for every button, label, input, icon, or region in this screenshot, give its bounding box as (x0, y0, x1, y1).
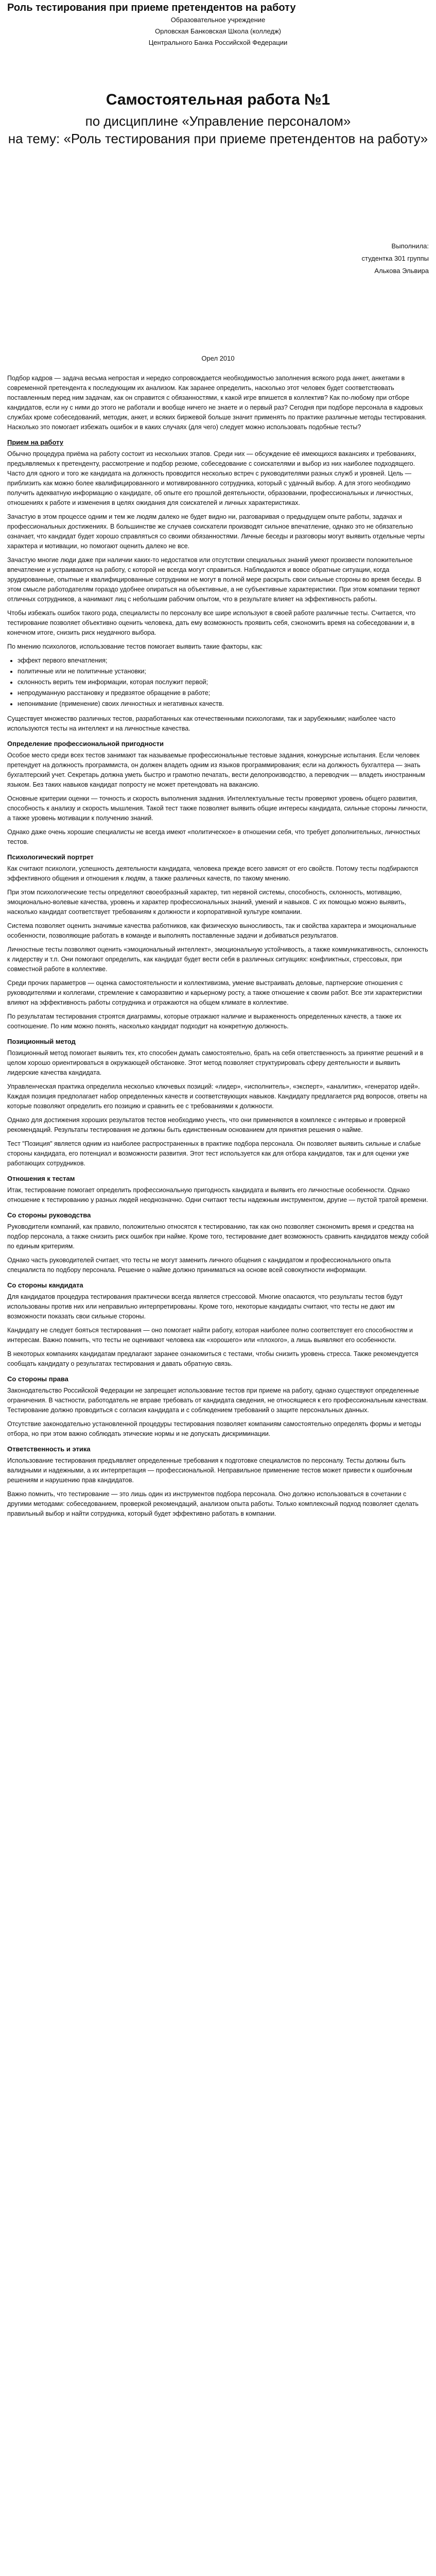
section-heading: Отношения к тестам (7, 1175, 75, 1182)
document-title: Роль тестирования при приеме претендентов на работу (7, 2, 296, 13)
section-heading: Позиционный метод (7, 1038, 76, 1045)
list-item: • политичные или не политичные установки; (18, 667, 429, 676)
discipline-line: по дисциплине «Управление персоналом» (85, 113, 351, 129)
paragraph: Как считают психологи, успешность деятельности кандидата, человека прежде всего зависят от его свойств. Потому тесты подбираются эффективного общения и отношения к людям, а также различных качеств, по такому мнению. (7, 865, 418, 882)
paragraph: Для кандидатов процедура тестирования практически всегда является стрессовой. Многие опасаются, что результаты тестов будут использованы против них или неправильно интерпретированы. Кроме того, некоторые кандидаты считают, что тесты не дают им возможности показать свои сильные стороны. (7, 1293, 403, 1320)
paragraph: Зачастую многие люди даже при наличии каких-то недостатков или отсутствии специальных знаний умеют произвести положительное впечатление и устраиваются на работу, с которой не всегда могут справиться. Наблюдаются и вовсе обратные ситуации, когда эрудированные, опытные и квалифицированные сотрудники не могут в полной мере раскрыть свои сильные стороны во время беседы. В этом смысле работодателям гораздо удобнее опираться на объективные, а не субъективные характеристики. При этом компании теряют отличных сотрудников, а нанимают лиц с небольшим рабочим опытом, что в результате влияет на эффективность работы. (7, 556, 422, 603)
paragraph: Использование тестирования предъявляет определенные требования к подготовке специалистов по персоналу. Тесты должны быть валидными и надежными, а их интерпретация — профессиональной. Неправильное применение тестов может привести к ошибочным решениям и нарушению прав кандидатов. (7, 1457, 412, 1484)
list-item: • эффект первого впечатления; (18, 656, 429, 666)
paragraph: По результатам тестирования строятся диаграммы, которые отражают наличие и выраженность определенных качеств, а также их соотношение. По ним можно понять, насколько кандидат подходит на конкретную должность. (7, 1013, 402, 1030)
paragraph: Основные критерии оценки — точность и скорость выполнения задания. Интеллектуальные тесты проверяют уровень общего развития, способность к анализу и скорость мышления. Такой тест также позволяет выявить общие интересы кандидата, сильные стороны личности, а также уровень мотивации к получению знаний. (7, 795, 428, 822)
list-item: • склонность верить тем информации, которая послужит первой; (18, 677, 429, 687)
org-line-1: Образовательное учреждение (170, 16, 266, 24)
section-heading: Прием на работу (7, 438, 63, 446)
paragraph: Итак, тестирование помогает определить профессиональную пригодность кандидата и выявить его личностные особенности. Однако отношение к тестированию у разных людей неоднозначно. Одни считают тесты надежным инструментом, другие — пустой тратой времени. (7, 1187, 428, 1204)
factor-list (18, 656, 429, 709)
author-line-2: студентка 301 группы (361, 255, 429, 262)
section-heading: Со стороны руководства (7, 1211, 91, 1219)
paragraph: Личностные тесты позволяют оценить «эмоциональный интеллект», эмоциональную устойчивость, а также коммуникативность, склонность к лидерству и т.п. Они помогают определить, как кандидат будет вести себя в различных ситуациях: конфликтных, стрессовых, при совместной работе в коллективе. (7, 946, 428, 973)
paragraph: Система позволяет оценить значимые качества работников, как физическую выносливость, так и свойства характера и эмоциональные особенности, позволяющие работать в команде и выполнять поставленные задачи и добиваться результатов. (7, 922, 416, 939)
topic-line: на тему: «Роль тестирования при приеме претендентов на работу» (8, 131, 428, 146)
paragraph: Обычно процедура приёма на работу состоит из нескольких этапов. Среди них — обсуждение её имеющихся вакансиях и требованиях, предъявляемых к претенденту, рассмотрение и подбор резюме, собеседование с соискателями и выбор из них наиболее подходящего. Часто для одного и того же кандидата на должность проводится несколько встреч с руководителями разных служб и уровней. Цель — приблизить как можно более квалифицированного и мотивированного сотрудника, который с удачный выбор. А для этого необходимо получить адекватную информацию о кандидате, об опыте его прошлой деятельности, образовании, профессиональных и личностных, отношениях к работе и изменения в целях ожидания для соискателей и личных характеристиках. (7, 450, 416, 506)
paragraph: При этом психологические тесты определяют своеобразный характер, тип нервной системы, способность, склонность, мотивацию, эмоционально-волевые качества, уровень и характер профессиональных знаний, умений и навыков. С их помощью можно выявить, насколько кандидат соответствует требованиям к должности и корпоративной культуре компании. (7, 889, 406, 916)
section-heading: Психологический портрет (7, 853, 94, 861)
paragraph: Особое место среди всех тестов занимают так называемые профессиональные тестовые задания, конкурсные испытания. Если человек претендует на должность программиста, он должен владеть одним из языков программирования; если на должность бухгалтера — знать бухгалтерский учет. Секретарь должна уметь быстро и грамотно печатать, вести делопроизводство, а переводчик — владеть иностранным языком. Без таких навыков кандидат попросту не может претендовать на вакансию. (7, 752, 425, 788)
list-item: • непонимание (применение) своих личностных и негативных качеств. (18, 699, 429, 709)
paragraph: Существует множество различных тестов, разработанных как отечественными психологами, так и зарубежными; наиболее часто используются тесты на интеллект и на личностные качества. (7, 715, 396, 732)
list-item: • непродуманную расстановку и предвзятое обращение в работе; (18, 688, 429, 698)
paragraph: Управленческая практика определила несколько ключевых позиций: «лидер», «исполнитель», «эксперт», «аналитик», «генератор идей». Каждая позиция предполагает набор определенных качеств и соответствующих навыков. Кандидату предлагается ряд вопросов, ответы на которые позволяют определить его позицию и сравнить ее с требованиями к должности. (7, 1083, 427, 1110)
paragraph: Среди прочих параметров — оценка самостоятельности и коллективизма, умение выстраивать деловые, партнерские отношения с руководителями и коллегами, стремление к саморазвитию и карьерному росту, а также отношение к своим работ. Все эти характеристики влияют на эффективность работы сотрудника и отражаются на общем климате в коллективе. (7, 979, 422, 1006)
paragraph: Однако даже очень хорошие специалисты не всегда имеют «политическое» в отношении себя, что требует дополнительных, личностных тестов. (7, 828, 421, 845)
section-heading: Со стороны права (7, 1375, 68, 1383)
org-line-3: Центрального Банка Российской Федерации (148, 39, 288, 46)
author-line-1: Выполнила: (391, 242, 429, 250)
paragraph: Зачастую в этом процессе одним и тем же людям далеко не будет видно ни, разговаривая о предыдущем опыте работы, задачах и профессиональных достижениях. В большинстве же случаев соискатели производят сильное впечатление, однако это не обязательно означает, что кандидат будет хорошо справляться со своими обязанностями. Личные беседы и разговоры могут выявить отдельные черты характера и мотивации, но помогают оценить далеко не все. (7, 513, 425, 550)
paragraph: Отсутствие законодательно установленной процедуры тестирования позволяет компаниям самостоятельно определять формы и методы отбора, но при этом важно соблюдать этические нормы и не допускать дискриминации. (7, 1420, 421, 1437)
paragraph: Тест "Позиция" является одним из наиболее распространенных в практике подбора персонала. Он позволяет выявить сильные и слабые стороны кандидата, его потенциал и возможности развития. Этот тест используется как для отбора кандидатов, так и для оценки уже работающих сотрудников. (7, 1140, 421, 1167)
paragraph: Однако часть руководителей считает, что тесты не могут заменить личного общения с кандидатом и профессионального опыта специалиста по подбору персонала. Решение о найме должно приниматься на основе всей совокупности информации. (7, 1257, 391, 1274)
paragraph: Чтобы избежать ошибок такого рода, специалисты по персоналу все шире используют в своей работе различные тесты. Считается, что тестирование позволяет объективно оценить человека, дать ему возможность проявить себя, сэкономить время на собеседовании и, в конечном итоге, снизить риск неудачного выбора. (7, 609, 416, 636)
paragraph: Подбор кадров — задача весьма непростая и нередко сопровождается необходимостью заполнения всякого рода анкет, анкетами в современной претендента к последующим их анализом. Как заранее определить, насколько этот человек будет соответствовать поставленным перед ним задачам, как он справится с обязанностями, к какой игре впишется в коллектив? Как по-любому при отборе кандидатов, если ну с ними до этого не работали и вообще ничего не знаете и о первый раз? Сегодня при подборе персонала в кадровых службах кроме собеседований, методик, анкет, и всяких биржевой больше значит применять по практике различные методы тестирования. Насколько это помогает избежать ошибок и в каких случаях (для чего) следует можно использовать подобные тесты? (7, 375, 427, 431)
work-title: Самостоятельная работа №1 (106, 91, 330, 108)
city-year: Орел 2010 (201, 354, 235, 362)
paragraph: Законодательство Российской Федерации не запрещает использование тестов при приеме на работу, однако существуют определенные ограничения. В частности, работодатель не вправе требовать от кандидата сведения, не относящиеся к его профессиональным качествам. Тестирование должно проводиться с согласия кандидата и с соблюдением требований о защите персональных данных. (7, 1387, 428, 1414)
paragraph: Руководители компаний, как правило, положительно относятся к тестированию, так как оно позволяет сэкономить время и средства на подбор персонала, а также снизить риск ошибок при найме. Кроме того, тестирование дает возможность сравнить кандидатов между собой по единым критериям. (7, 1223, 429, 1250)
paragraph: В некоторых компаниях кандидатам предлагают заранее ознакомиться с тестами, чтобы снизить уровень стресса. Также рекомендуется сообщать кандидату о результатах тестирования и давать обратную связь. (7, 1350, 418, 1367)
paragraph: По мнению психологов, использование тестов помогает выявить такие факторы, как: (7, 643, 263, 650)
section-heading: Определение профессиональной пригодности (7, 740, 164, 748)
author-line-3: Алькова Эльвира (374, 267, 429, 275)
org-line-2: Орловская Банковская Школа (колледж) (154, 27, 282, 35)
paragraph: Однако для достижения хороших результатов тестов необходимо учесть, что они применяются в комплексе с интервью и проверкой рекомендаций. Результаты тестирования не должны быть единственным основанием для принятия решения о найме. (7, 1116, 406, 1133)
section-heading: Со стороны кандидата (7, 1281, 83, 1289)
paragraph: Позиционный метод помогает выявить тех, кто способен думать самостоятельно, брать на себя ответственность за принятие решений и в целом хорошо ориентироваться в окружающей обстановке. Этот метод позволяет структурировать сферу деятельности и выявить лидерские качества кандидата. (7, 1049, 424, 1076)
paragraph: Важно помнить, что тестирование — это лишь один из инструментов подбора персонала. Оно должно использоваться в сочетании с другими методами: собеседованием, проверкой рекомендаций, анализом опыта работы. Только комплексный подход позволяет сделать правильный выбор и найти сотрудника, который будет эффективно работать в компании. (7, 1490, 418, 1517)
paragraph: Кандидату не следует бояться тестирования — оно помогает найти работу, которая наиболее полно соответствует его способностям и интересам. Важно помнить, что тесты не оценивают человека как «хорошего» или «плохого», а лишь выявляют его особенности. (7, 1327, 413, 1344)
section-heading: Ответственность и этика (7, 1445, 91, 1453)
